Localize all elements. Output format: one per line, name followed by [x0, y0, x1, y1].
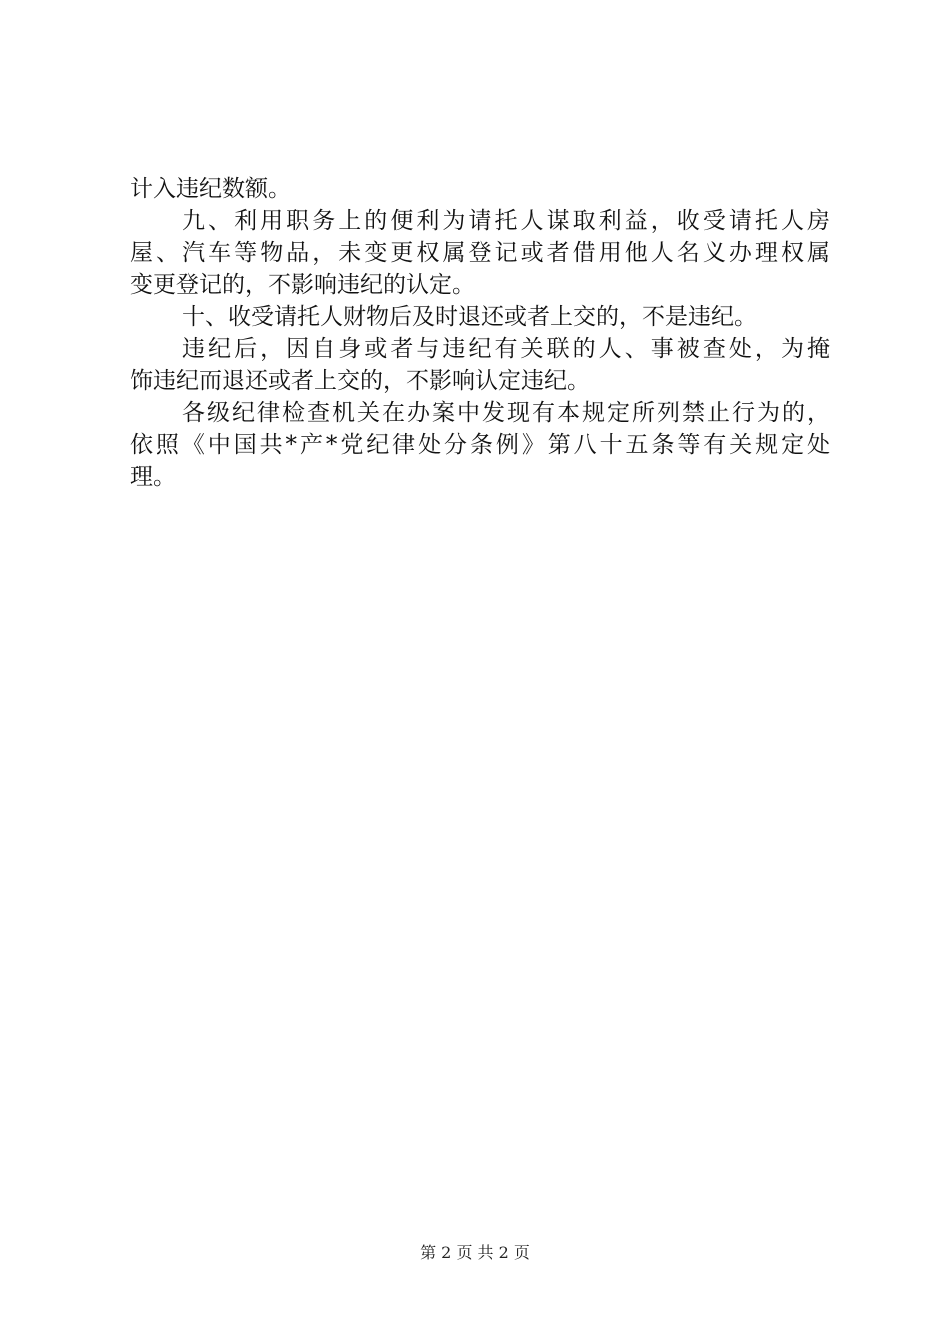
text-line-6: 违纪后，因自身或者与违纪有关联的人、事被查处，为掩: [182, 336, 830, 362]
text-line-1: 计入违纪数额。: [130, 176, 291, 202]
text-line-10: 理。: [130, 464, 176, 490]
text-line-4: 变更登记的，不影响违纪的认定。: [130, 272, 475, 298]
text-line-8: 各级纪律检查机关在办案中发现有本规定所列禁止行为的，: [182, 400, 830, 426]
text-line-3: 屋、汽车等物品，未变更权属登记或者借用他人名义办理权属: [130, 240, 830, 266]
page-number-footer: 第 2 页 共 2 页: [420, 1243, 530, 1262]
text-line-9: 依照《中国共*产*党纪律处分条例》第八十五条等有关规定处: [130, 432, 830, 458]
text-line-5: 十、收受请托人财物后及时退还或者上交的，不是违纪。: [182, 304, 757, 330]
text-line-2: 九、利用职务上的便利为请托人谋取利益，收受请托人房: [182, 208, 830, 234]
text-line-7: 饰违纪而退还或者上交的，不影响认定违纪。: [130, 368, 590, 394]
